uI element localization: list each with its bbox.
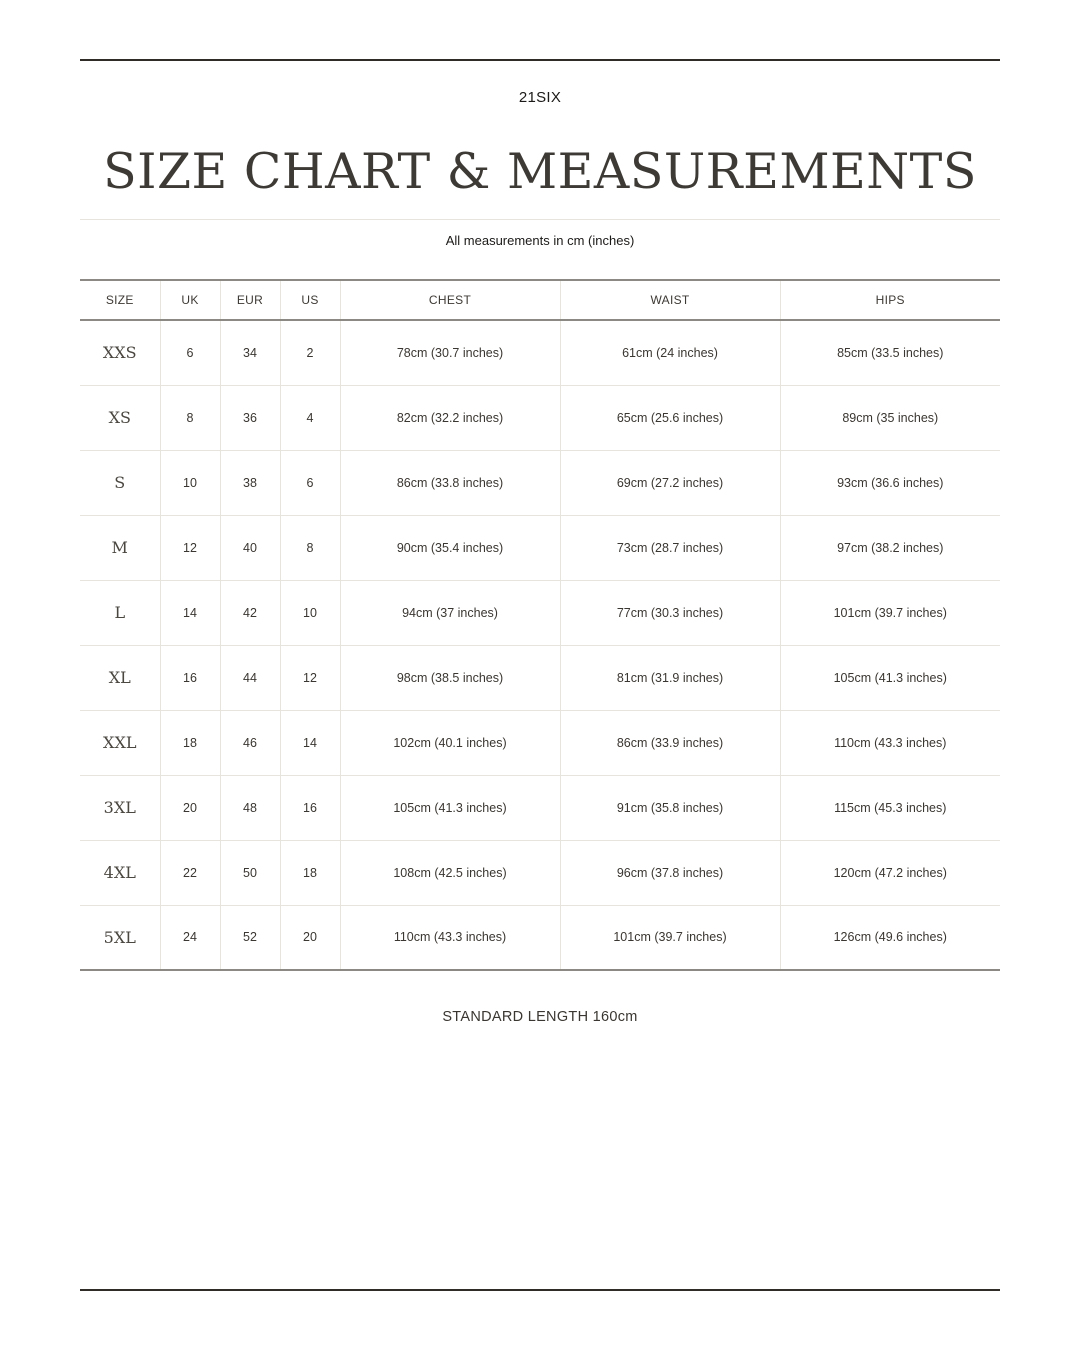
cell-eur: 42 <box>220 580 280 645</box>
cell-us: 8 <box>280 515 340 580</box>
cell-chest: 108cm (42.5 inches) <box>340 840 560 905</box>
cell-size: 4XL <box>80 840 160 905</box>
cell-waist: 69cm (27.2 inches) <box>560 450 780 515</box>
cell-eur: 40 <box>220 515 280 580</box>
cell-chest: 105cm (41.3 inches) <box>340 775 560 840</box>
cell-size: XXL <box>80 710 160 775</box>
cell-us: 12 <box>280 645 340 710</box>
header-chest: CHEST <box>340 280 560 320</box>
measurement-units-note: All measurements in cm (inches) <box>445 233 635 248</box>
table-row <box>80 515 1000 580</box>
cell-us: 18 <box>280 840 340 905</box>
cell-uk: 16 <box>160 645 220 710</box>
cell-eur: 38 <box>220 450 280 515</box>
cell-waist: 77cm (30.3 inches) <box>560 580 780 645</box>
cell-hips: 93cm (36.6 inches) <box>780 450 1000 515</box>
cell-us: 6 <box>280 450 340 515</box>
cell-uk: 20 <box>160 775 220 840</box>
cell-eur: 36 <box>220 385 280 450</box>
table-body <box>80 320 1000 970</box>
cell-eur: 34 <box>220 320 280 385</box>
cell-waist: 86cm (33.9 inches) <box>560 710 780 775</box>
cell-us: 14 <box>280 710 340 775</box>
cell-uk: 12 <box>160 515 220 580</box>
table-row <box>80 710 1000 775</box>
top-divider <box>80 59 1000 61</box>
cell-uk: 8 <box>160 385 220 450</box>
cell-hips: 115cm (45.3 inches) <box>780 775 1000 840</box>
cell-waist: 81cm (31.9 inches) <box>560 645 780 710</box>
cell-chest: 110cm (43.3 inches) <box>340 905 560 970</box>
cell-size: 3XL <box>80 775 160 840</box>
table-header-row <box>80 280 1000 320</box>
table-row <box>80 645 1000 710</box>
cell-size: XXS <box>102 343 137 363</box>
standard-length-note: STANDARD LENGTH 160cm <box>442 1009 638 1025</box>
cell-waist: 73cm (28.7 inches) <box>560 515 780 580</box>
table-row <box>80 840 1000 905</box>
cell-waist: 65cm (25.6 inches) <box>560 385 780 450</box>
cell-size: L <box>80 580 160 645</box>
header-eur: EUR <box>220 280 280 320</box>
cell-hips: 105cm (41.3 inches) <box>780 645 1000 710</box>
cell-us: 4 <box>280 385 340 450</box>
cell-chest: 78cm (30.7 inches) <box>340 320 560 385</box>
cell-hips: 120cm (47.2 inches) <box>780 840 1000 905</box>
cell-hips: 89cm (35 inches) <box>780 385 1000 450</box>
cell-size: M <box>80 515 160 580</box>
cell-eur: 44 <box>220 645 280 710</box>
cell-us: 10 <box>280 580 340 645</box>
header-waist: WAIST <box>560 280 780 320</box>
table-row <box>80 580 1000 645</box>
cell-size: S <box>80 450 160 515</box>
header-hips: HIPS <box>780 280 1000 320</box>
cell-uk: 6 <box>160 320 220 385</box>
cell-chest: 82cm (32.2 inches) <box>340 385 560 450</box>
cell-us: 20 <box>280 905 340 970</box>
cell-hips: 126cm (49.6 inches) <box>780 905 1000 970</box>
cell-eur: 46 <box>220 710 280 775</box>
cell-waist: 61cm (24 inches) <box>560 320 780 385</box>
cell-us: 16 <box>280 775 340 840</box>
table-row <box>80 320 1000 385</box>
table-row <box>80 450 1000 515</box>
cell-chest: 102cm (40.1 inches) <box>340 710 560 775</box>
cell-hips: 85cm (33.5 inches) <box>780 320 1000 385</box>
cell-size: 5XL <box>80 905 160 970</box>
brand-name: 21SIX <box>518 89 562 106</box>
cell-eur: 52 <box>220 905 280 970</box>
cell-uk: 10 <box>160 450 220 515</box>
cell-uk: 14 <box>160 580 220 645</box>
table-row <box>80 905 1000 970</box>
size-chart-table <box>80 279 1000 971</box>
cell-uk: 24 <box>160 905 220 970</box>
header-size: SIZE <box>80 280 160 320</box>
cell-waist: 91cm (35.8 inches) <box>560 775 780 840</box>
header-us: US <box>280 280 340 320</box>
cell-hips: 101cm (39.7 inches) <box>780 580 1000 645</box>
cell-eur: 50 <box>220 840 280 905</box>
title-divider <box>80 219 1000 220</box>
cell-uk: 22 <box>160 840 220 905</box>
cell-chest: 86cm (33.8 inches) <box>340 450 560 515</box>
cell-eur: 48 <box>220 775 280 840</box>
cell-hips: 110cm (43.3 inches) <box>780 710 1000 775</box>
table-row <box>80 385 1000 450</box>
cell-hips: 97cm (38.2 inches) <box>780 515 1000 580</box>
cell-waist: 101cm (39.7 inches) <box>560 905 780 970</box>
cell-waist: 96cm (37.8 inches) <box>560 840 780 905</box>
cell-us: 2 <box>280 320 340 385</box>
page-title: SIZE CHART & MEASUREMENTS <box>103 143 977 200</box>
cell-chest: 94cm (37 inches) <box>340 580 560 645</box>
cell-chest: 98cm (38.5 inches) <box>340 645 560 710</box>
cell-chest: 90cm (35.4 inches) <box>340 515 560 580</box>
bottom-divider <box>80 1289 1000 1291</box>
cell-size: XL <box>80 645 160 710</box>
cell-uk: 18 <box>160 710 220 775</box>
cell-size: XS <box>80 385 160 450</box>
table-row <box>80 775 1000 840</box>
header-uk: UK <box>160 280 220 320</box>
